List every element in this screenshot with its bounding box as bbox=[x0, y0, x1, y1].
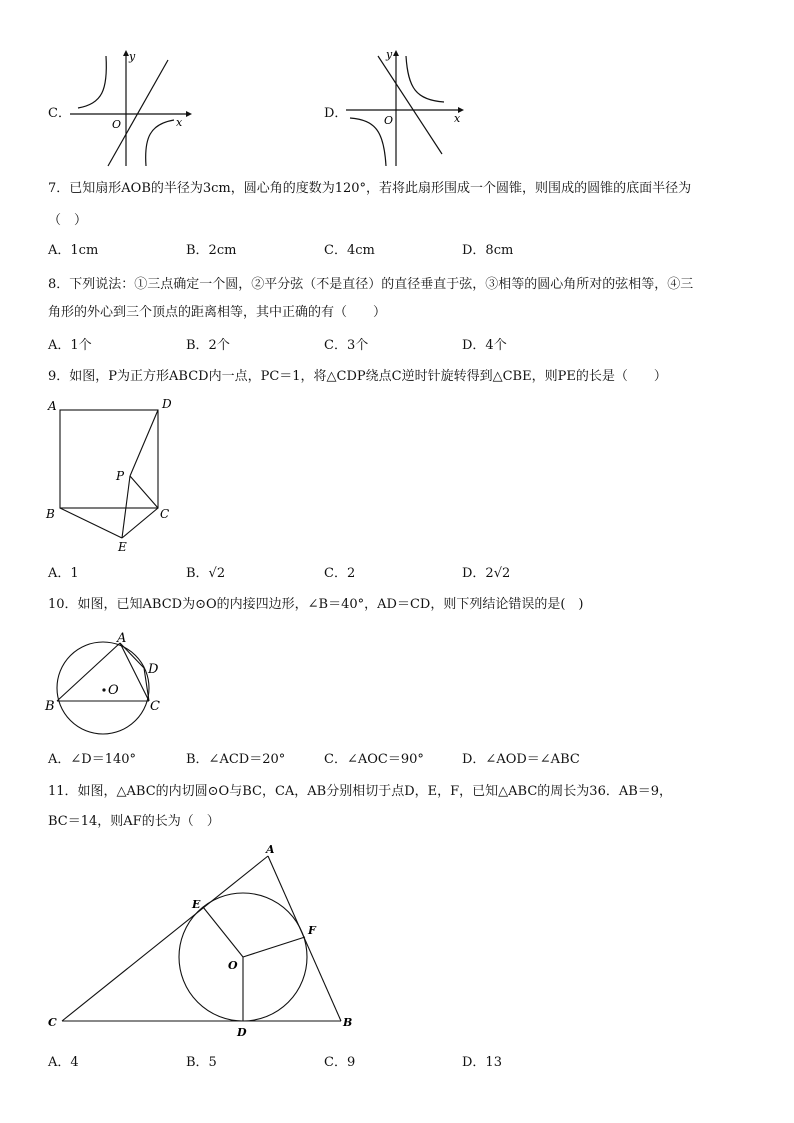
q10-label-a: A bbox=[117, 631, 127, 646]
q7-paren: （ ） bbox=[48, 213, 88, 228]
q6-option-c-label: C． bbox=[48, 106, 71, 121]
q11-label-f: F bbox=[308, 924, 316, 937]
q6d-x-label: x bbox=[454, 112, 461, 125]
q9-option-d[interactable]: D．2√2 bbox=[462, 566, 511, 581]
q6-graph-d bbox=[346, 48, 476, 170]
q7-text: 7．已知扇形AOB的半径为3cm，圆心角的度数为120°，若将此扇形围成一个圆锥，则围成的圆锥的底面半径为 bbox=[48, 181, 692, 196]
q11-text-line2: BC＝14，则AF的长为（ ） bbox=[48, 814, 220, 829]
q8-text-line2: 角形的外心到三个顶点的距离相等，其中正确的有（ ） bbox=[48, 305, 387, 320]
q10-option-c[interactable]: C．∠AOC＝90° bbox=[324, 752, 424, 767]
q11-text-line1: 11．如图，△ABC的内切圆⊙O与BC，CA，AB分别相切于点D，E，F，已知△ABC的周长为36．AB＝9， bbox=[48, 784, 673, 799]
q6d-y-label: y bbox=[386, 48, 393, 61]
q9-text: 9．如图，P为正方形ABCD内一点，PC＝1，将△CDP绕点C逆时针旋转得到△CBE，则PE的长是（ ） bbox=[48, 369, 667, 384]
q7-option-a[interactable]: A．1cm bbox=[48, 243, 99, 258]
q9-label-p: P bbox=[116, 469, 125, 483]
q11-label-o: O bbox=[228, 959, 238, 972]
q9-label-e: E bbox=[118, 540, 127, 554]
q9-option-b[interactable]: B．√2 bbox=[186, 566, 226, 581]
q6-graph-c bbox=[70, 48, 200, 170]
q10-label-c: C bbox=[150, 699, 160, 714]
q9-option-c[interactable]: C．2 bbox=[324, 566, 356, 581]
q10-figure bbox=[44, 626, 174, 718]
q9-figure bbox=[44, 396, 184, 556]
q8-option-d[interactable]: D．4个 bbox=[462, 338, 507, 353]
q9-label-c: C bbox=[160, 507, 170, 521]
q8-option-a[interactable]: A．1个 bbox=[48, 338, 92, 353]
q11-figure bbox=[44, 840, 364, 1040]
q9-label-b: B bbox=[46, 507, 55, 521]
q10-option-d[interactable]: D．∠AOD＝∠ABC bbox=[462, 752, 580, 767]
q6c-y-label: y bbox=[129, 50, 136, 63]
q6-option-d-label: D． bbox=[324, 106, 348, 121]
q11-option-d[interactable]: D．13 bbox=[462, 1055, 502, 1070]
q7-option-c[interactable]: C．4cm bbox=[324, 243, 375, 258]
q10-label-o: O bbox=[108, 683, 119, 698]
q8-text-line1: 8．下列说法：①三点确定一个圆，②平分弦（不是直径）的直径垂直于弦，③相等的圆心角所对的弦相等，④三 bbox=[48, 277, 694, 292]
q9-option-a[interactable]: A．1 bbox=[48, 566, 79, 581]
q11-option-c[interactable]: C．9 bbox=[324, 1055, 356, 1070]
q10-label-d: D bbox=[148, 662, 159, 677]
q11-option-a[interactable]: A．4 bbox=[48, 1055, 79, 1070]
q11-label-e: E bbox=[192, 898, 201, 911]
q9-label-d: D bbox=[162, 397, 172, 411]
q11-label-d: D bbox=[237, 1026, 247, 1039]
q8-option-b[interactable]: B．2个 bbox=[186, 338, 230, 353]
q11-label-a: A bbox=[266, 843, 275, 856]
q10-label-b: B bbox=[45, 699, 55, 714]
q11-label-b: B bbox=[343, 1016, 353, 1029]
q11-option-b[interactable]: B．5 bbox=[186, 1055, 217, 1070]
q11-label-c: C bbox=[48, 1016, 57, 1029]
q7-option-b[interactable]: B．2cm bbox=[186, 243, 237, 258]
q9-label-a: A bbox=[48, 399, 57, 413]
q10-text: 10．如图，已知ABCD为⊙O的内接四边形，∠B＝40°，AD＝CD，则下列结论错误的是( ) bbox=[48, 597, 584, 612]
q8-option-c[interactable]: C．3个 bbox=[324, 338, 369, 353]
q6c-x-label: x bbox=[176, 116, 183, 129]
q7-option-d[interactable]: D．8cm bbox=[462, 243, 514, 258]
q6d-origin-label: O bbox=[384, 114, 394, 127]
q6c-origin-label: O bbox=[112, 118, 122, 131]
q10-option-a[interactable]: A．∠D＝140° bbox=[48, 752, 137, 767]
q10-option-b[interactable]: B．∠ACD＝20° bbox=[186, 752, 286, 767]
